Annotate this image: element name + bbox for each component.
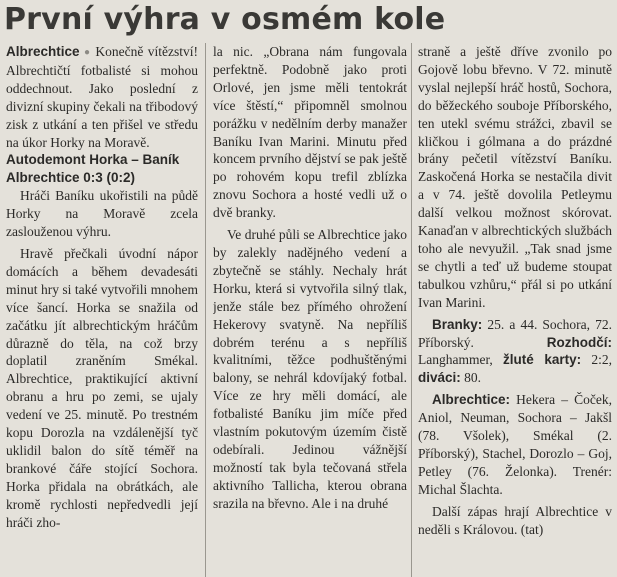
article-column-2	[213, 43, 407, 577]
lead-paragraph	[6, 43, 198, 151]
body-paragraph: Hravě přečkali úvodní nápor domácích a během devadesáti minut hry si také vytvořili mnohem více šancí. Horka se snažila od začátku jít albrechtickým hráčům důrazně do těla, na což brzy doplatil zraněním Smékal. Albrechtice, praktikující aktivní obranu a hru po zemi, se ujaly vedení ve 25. minutě. Po trestném kopu Dorozla na vzdálenější tyč uklidil balon do sítě téměř na brankové čáře stojící Sochora. Horka přidala na obrátkách, ale kromě rychlosti nepředvedli její hráči zho-	[6, 245, 198, 530]
match-facts	[418, 316, 612, 388]
yellow-cards-text: 2:2,	[591, 352, 612, 368]
yellow-cards-label: žluté karty:	[503, 352, 582, 368]
goals-label: Branky:	[432, 316, 483, 332]
author-tag: (tat)	[520, 521, 544, 537]
body-paragraph: la nic. „Obrana nám fungovala perfektně. Podobně jako proti Orlové, jen jsme měli tentokrát více štěstí,“ připomněl smolnou porážku v nedělním derby manažer Baníku Ivan Marini. Minutu před koncem prvního dějství se pak ještě po rohovém kopu trefil zblízka znovu Sochora a hosté vedli už o dvě branky.	[213, 44, 407, 221]
lineup-text: Hekera – Čoček, Aniol, Neuman, Sochora – Jakšl (78. Všolek), Smékal (2. Příborský), Stachel, Dorozlo – Goj, Petley (76. Želonka). Trenér: Michal Šlachta.	[418, 392, 612, 497]
match-heading-line-1: Autodemont Horka – Baník	[6, 152, 180, 168]
closing-text: Další zápas hrají Albrechtice v neděli s Královou.	[418, 503, 612, 537]
lead-text: Konečně vítězství! Albrechtičtí fotbalisté si mohou oddechnout. Jako poslední z divizní skupiny čekali na třibodový zisk z utkání a ten přišel ve středu na úkor Horky na Moravě.	[6, 44, 198, 150]
column-divider	[205, 43, 206, 577]
article-column-3	[418, 43, 612, 577]
lineup-label: Albrechtice:	[432, 392, 511, 408]
headline: První výhra v osmém kole	[4, 2, 446, 37]
column-divider	[411, 43, 412, 577]
closing-paragraph	[418, 503, 612, 539]
body-paragraph: Ve druhé půli se Albrechtice jako by zalekly nadějného vedení a zbytečně se stáhly. Nechaly hrát Horku, která si vytvořila silný tlak, jenže stále bez přímého ohrožení Hekerovy svatyně. Na nepříliš dobrém terénu a s nepříliš kvalitními, těžce podhuštěnými balony, se nehrál kdovíjaký fotbal. Více ze hry měli domácí, ale fotbalisté Baníku jim míče před vlastním pokutovým územím čistě odebírali. Jedinou vážnější možností tak byla tečovaná střela aktivního Tallicha, kterou obrana srazila na břevno. Ale i na druhé	[213, 227, 407, 511]
lineup	[418, 391, 612, 498]
body-paragraph: straně a ještě dříve zvonilo po Gojově lobu břevno. V 72. minutě vyslal nejlepší hráč hostů, Sochora, do běžeckého souboje Příborského, ten utekl svému strážci, zbavil se kličkou i gólmana a do prázdné brány pečetil vítězství Baníku. Zaskočená Horka se nestačila divit a v 74. ještě dovolila Petleymu další velkou možnost skórovat. Kanaďan v albrechtických službách toho ale nevyužil. „Tak snad jsme se chytli a teď už budeme stoupat tabulkou vzhůru,“ přál si po utkání Ivan Marini.	[418, 44, 612, 310]
spectators-text: 80.	[464, 370, 482, 386]
referee-text: Langhammer,	[418, 352, 493, 368]
bullet-icon: ●	[83, 47, 91, 58]
referee-label: Rozhodčí:	[546, 334, 612, 350]
match-heading-line-2: Albrechtice 0:3 (0:2)	[6, 170, 136, 186]
goals-text: 25. a 44. Sochora, 72. Příborský.	[418, 316, 612, 350]
article-column-1	[6, 43, 198, 577]
spectators-label: diváci:	[418, 370, 461, 386]
dateline-place: Albrechtice	[6, 44, 80, 59]
body-paragraph: Hráči Baníku ukořistili na půdě Horky na Moravě zcela zaslouženou výhru.	[6, 188, 198, 240]
